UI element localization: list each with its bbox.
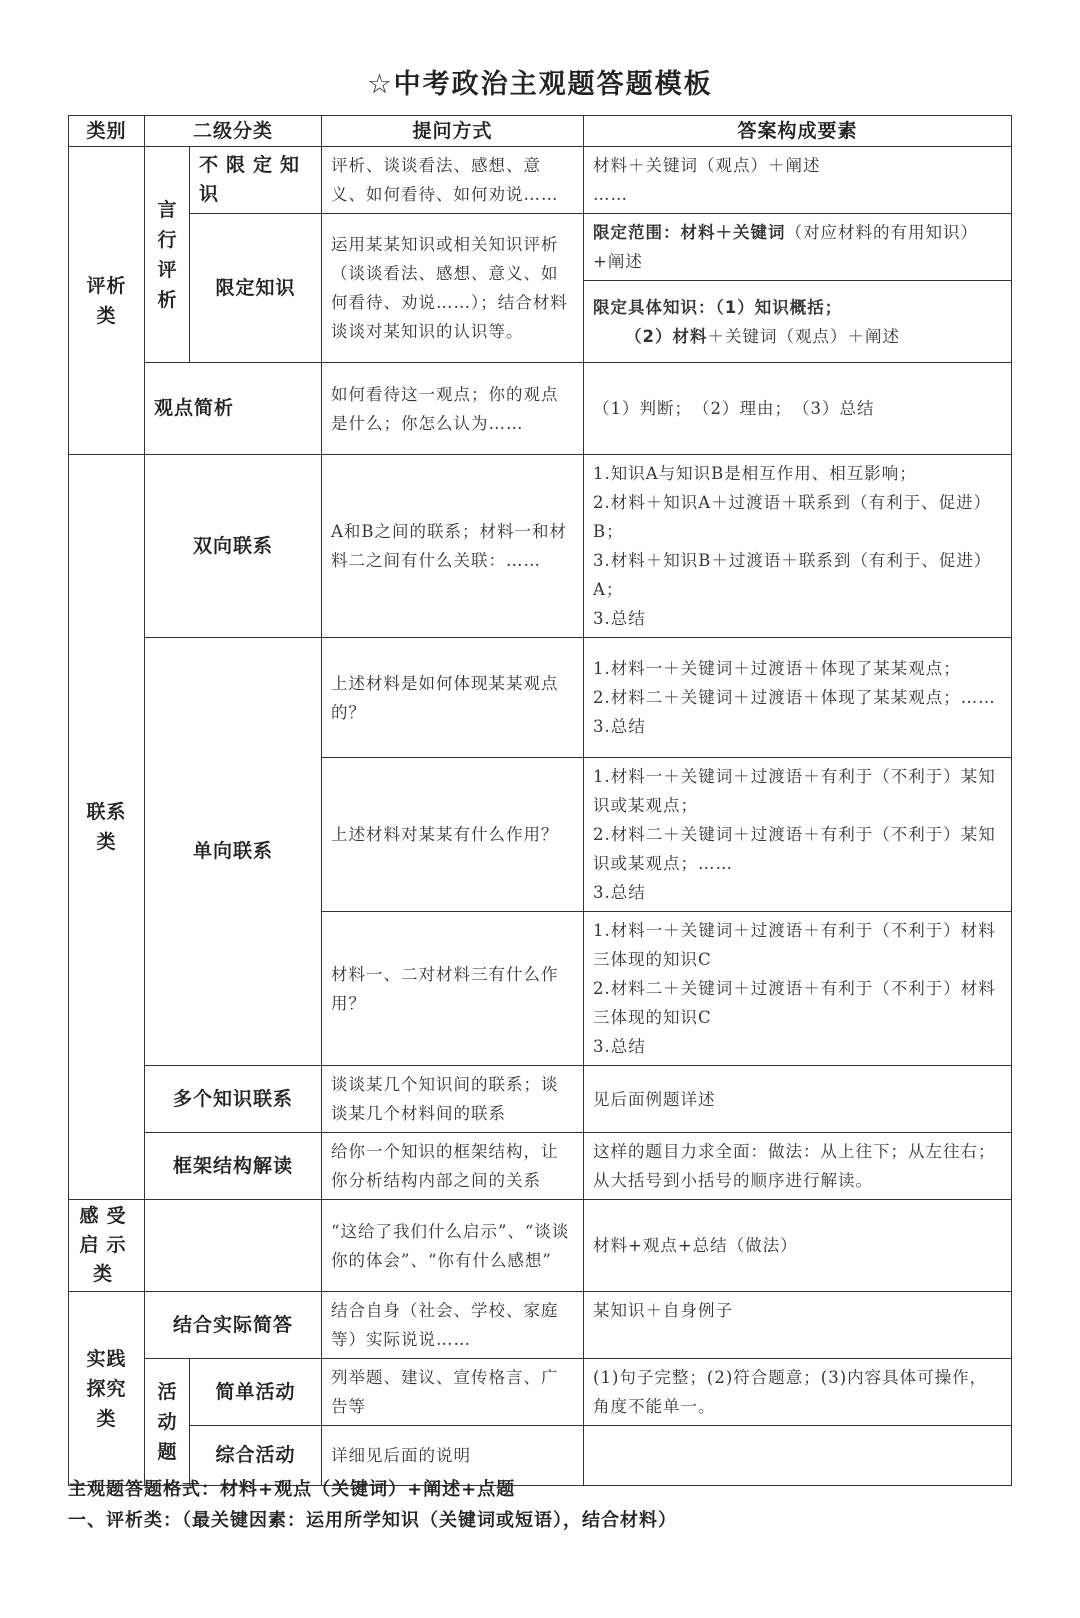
header-row	[69, 116, 1012, 147]
answer-two-way: 1.知识A与知识B是相互作用、相互影响； 2.材料＋知识A＋过渡语＋联系到（有利于、促进）B； 3.材料＋知识B＋过渡语＋联系到（有利于、促进）A； 3.总结	[584, 455, 1012, 638]
answer-multi: 见后面例题详述	[584, 1066, 1012, 1133]
subcategory-comprehensive: 综合活动	[190, 1426, 322, 1486]
table-row	[69, 1133, 1012, 1200]
subcategory-simple: 简单活动	[190, 1359, 322, 1426]
answer-practical: 某知识＋自身例子	[584, 1292, 1012, 1359]
header-question: 提问方式	[322, 116, 584, 147]
question-one-way-2: 上述材料对某某有什么作用？	[322, 758, 584, 912]
question-limited: 运用某某知识或相关知识评析（谈谈看法、感想、意义、如何看待、劝说……）；结合材料谈谈对某知识的认识等。	[322, 214, 584, 363]
table-row	[69, 455, 1012, 638]
table-row	[69, 1200, 1012, 1292]
question-ganshou: “这给了我们什么启示”、“谈谈你的体会”、“你有什么感想”	[322, 1200, 584, 1292]
subcategory-practical: 结合实际简答	[145, 1292, 322, 1359]
question-simple: 列举题、建议、宣传格言、广告等	[322, 1359, 584, 1426]
answer-viewpoint: （1）判断； （2）理由； （3）总结	[584, 363, 1012, 455]
table-row	[69, 1292, 1012, 1359]
question-practical: 结合自身（社会、学校、家庭等）实际说说……	[322, 1292, 584, 1359]
question-two-way: A和B之间的联系；材料一和材料二之间有什么关联：……	[322, 455, 584, 638]
header-category: 类别	[69, 116, 145, 147]
subcategory-two-way: 双向联系	[145, 455, 322, 638]
subcategory-limited: 限定知识	[190, 214, 322, 363]
category-pingxi: 评析类	[69, 147, 145, 455]
answer-template-table	[68, 115, 1012, 1486]
category-shijian: 实践探究类	[69, 1292, 145, 1486]
question-viewpoint: 如何看待这一观点；你的观点是什么；你怎么认为……	[322, 363, 584, 455]
table-row	[69, 1359, 1012, 1426]
table-row	[69, 147, 1012, 214]
question-framework: 给你一个知识的框架结构，让你分析结构内部之间的关系	[322, 1133, 584, 1200]
section-heading-pingxi: 一、评析类：（最关键因素：运用所学知识（关键词或短语），结合材料）	[68, 1510, 677, 1531]
table-row	[69, 363, 1012, 455]
answer-limited-specific: 限定具体知识：（1）知识概括； （2）材料＋关键词（观点）＋阐述	[584, 281, 1012, 363]
answer-one-way-2: 1.材料一＋关键词＋过渡语＋有利于（不利于）某知识或某观点； 2.材料二＋关键词＋过渡语＋有利于（不利于）某知识或某观点；…… 3.总结	[584, 758, 1012, 912]
page-title: ☆中考政治主观题答题模板	[367, 69, 713, 100]
group-yanxing: 言行评析	[145, 147, 190, 363]
subcategory-multi: 多个知识联系	[145, 1066, 322, 1133]
answer-simple: (1)句子完整；(2)符合题意；(3)内容具体可操作，角度不能单一。	[584, 1359, 1012, 1426]
answer-one-way-1: 1.材料一＋关键词＋过渡语＋体现了某某观点； 2.材料二＋关键词＋过渡语＋体现了某某观点；…… 3.总结	[584, 638, 1012, 758]
subcategory-viewpoint: 观点简析	[145, 363, 322, 455]
question-one-way-3: 材料一、二对材料三有什么作用？	[322, 912, 584, 1066]
subcategory-framework: 框架结构解读	[145, 1133, 322, 1200]
answer-unlimited: 材料＋关键词（观点）＋阐述 ……	[584, 147, 1012, 214]
answer-one-way-3: 1.材料一＋关键词＋过渡语＋有利于（不利于）材料三体现的知识C 2.材料二＋关键词＋过渡语＋有利于（不利于）材料三体现的知识C 3.总结	[584, 912, 1012, 1066]
header-answer: 答案构成要素	[584, 116, 1012, 147]
answer-format-line: 主观题答题格式：材料+观点（关键词）+阐述+点题	[68, 1479, 516, 1500]
header-subcategory: 二级分类	[145, 116, 322, 147]
category-lianxi: 联系类	[69, 455, 145, 1200]
empty-cell	[145, 1200, 322, 1292]
table-row	[69, 1066, 1012, 1133]
answer-ganshou: 材料+观点+总结（做法）	[584, 1200, 1012, 1292]
subcategory-unlimited: 不限定知识	[190, 147, 322, 214]
table-row	[69, 638, 1012, 758]
question-multi: 谈谈某几个知识间的联系；谈谈某几个材料间的联系	[322, 1066, 584, 1133]
question-one-way-1: 上述材料是如何体现某某观点的？	[322, 638, 584, 758]
answer-limited-range: 限定范围：材料＋关键词（对应材料的有用知识）+阐述	[584, 214, 1012, 281]
answer-comprehensive	[584, 1426, 1012, 1486]
group-activity: 活动题	[145, 1359, 190, 1486]
question-comprehensive: 详细见后面的说明	[322, 1426, 584, 1486]
category-ganshou: 感受启示类	[69, 1200, 145, 1292]
table-row	[69, 214, 1012, 281]
question-unlimited: 评析、谈谈看法、感想、意义、如何看待、如何劝说……	[322, 147, 584, 214]
subcategory-one-way: 单向联系	[145, 638, 322, 1066]
answer-framework: 这样的题目力求全面：做法：从上往下；从左往右；从大括号到小括号的顺序进行解读。	[584, 1133, 1012, 1200]
